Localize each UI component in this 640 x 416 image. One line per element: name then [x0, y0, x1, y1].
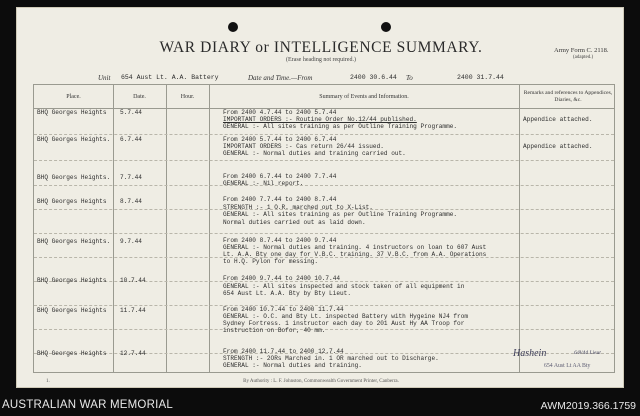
entry-line: Sydney Fortress. 1 instructor each day to 201 Aust Hy AA Troop for — [223, 320, 465, 327]
entry-line: STRENGTH :- 2ORs Marched in. 1 OR marched out to Discharge. — [223, 355, 439, 362]
entry-remarks: Appendice attached. — [523, 143, 593, 150]
to-value: 2400 31.7.44 — [457, 74, 504, 81]
entry-line: From 2400 8.7.44 to 2400 9.7.44 — [223, 237, 337, 244]
entry-line: From 2400 5.7.44 to 2400 6.7.44 — [223, 136, 337, 143]
entry-line: IMPORTANT ORDERS :- Cas return 26/44 issued. — [223, 143, 384, 150]
entry-line: GENERAL :- Normal duties and training. 4 instructors on loan to 607 Aust — [223, 244, 487, 251]
army-form-adapted: (adapted.) — [573, 55, 594, 60]
entry-line: From 2400 7.7.44 to 2400 8.7.44 — [223, 196, 337, 203]
datetime-label: Date and Time.—From — [248, 74, 313, 82]
entry-date: 10.7.44 — [120, 277, 146, 284]
entry-line: From 2400 6.7.44 to 2400 7.7.44 — [223, 173, 337, 180]
army-form-number: Army Form C. 2118. — [554, 47, 609, 54]
form-title: WAR DIARY or INTELLIGENCE SUMMARY. — [159, 39, 483, 56]
entry-date: 12.7.44 — [120, 350, 146, 357]
row-divider — [34, 134, 614, 135]
entry-date: 5.7.44 — [120, 109, 142, 116]
entry-place: BHQ Georges Heights — [37, 109, 107, 116]
entry-place: BHQ Georges Heights — [37, 277, 107, 284]
punch-hole-left — [228, 22, 238, 32]
archive-reference: AWM2019.366.1759 — [540, 400, 636, 412]
form-subtitle: (Erase heading not required.) — [286, 57, 356, 63]
entry-line: GENERAL :- Normal duties and training. — [223, 362, 362, 369]
unit-label: Unit — [98, 74, 111, 82]
row-divider — [34, 160, 614, 161]
entry-line: 654 Aust Lt. A.A. Bty by Bty Lieut. — [223, 290, 351, 297]
entry-place: BHQ Georges Heights. — [37, 136, 111, 143]
entry-line: GENERAL :- All sites training as per Outline Training Programme. — [223, 123, 458, 130]
column-header-remarks: Remarks and references to Appendices, Diaries, &c. — [523, 90, 613, 103]
entry-place: BHQ Georges Heights. — [37, 238, 111, 245]
entry-line: From 2400 9.7.44 to 2400 10.7.44 — [223, 275, 341, 282]
entry-line: GENERAL :- All sites training as per Outline Training Programme. — [223, 211, 458, 218]
row-divider — [34, 233, 614, 234]
diary-sheet — [16, 7, 624, 388]
to-label: To — [406, 74, 413, 82]
entry-line: From 2400 4.7.44 to 2400 5.7.44 — [223, 109, 337, 116]
column-header-summary: Summary of Events and Information. — [319, 94, 409, 100]
entry-line: GENERAL :- Normal duties and training carried out. — [223, 150, 406, 157]
entry-line: STRENGTH :- 1 O.R. marched out to X-List. — [223, 204, 373, 211]
signature-unit-stamp: 654 Aust Lt AA Bty — [544, 363, 591, 369]
entry-line: GENERAL :- All sites inspected and stock taken of all equipment in — [223, 283, 465, 290]
diary-table — [33, 84, 615, 373]
page-number: 1. — [46, 379, 50, 384]
archive-watermark: AUSTRALIAN WAR MEMORIAL — [2, 399, 173, 411]
unit-value: 654 Aust Lt. A.A. Battery — [121, 74, 219, 81]
entry-remarks: Appendice attached. — [523, 116, 593, 123]
entry-line: Lt. A.A. Bty one day for V.B.C. training. 37 V.B.C. from A.A. Operations — [223, 251, 487, 258]
signature-date: 6/8/44 Lieut — [574, 350, 601, 356]
entry-line: From 2400 11.7.44 to 2400 12.7.44 — [223, 348, 344, 355]
entry-date: 11.7.44 — [120, 307, 146, 314]
column-header-hour: Hour. — [180, 94, 195, 100]
column-header-date: Date. — [133, 94, 146, 100]
entry-line: to H.Q. Pylon for messing. — [223, 258, 319, 265]
row-divider — [34, 185, 614, 186]
entry-line: GENERAL :- Nil report. — [223, 180, 304, 187]
entry-line: IMPORTANT ORDERS :- Routine Order No.12/44 published. — [223, 116, 417, 123]
entry-date: 7.7.44 — [120, 174, 142, 181]
officer-signature: Hashein — [513, 348, 547, 359]
entry-place: BHQ Georges Heights. — [37, 174, 111, 181]
entry-line: instruction on Bofor, 40 mm. — [223, 327, 326, 334]
from-value: 2400 30.6.44 — [350, 74, 397, 81]
entry-place: BHQ Georges Heights — [37, 307, 107, 314]
punch-hole-right — [381, 22, 391, 32]
entry-date: 6.7.44 — [120, 136, 142, 143]
entry-place: BHQ Georges Heights — [37, 198, 107, 205]
entry-line: From 2400 10.7.44 to 2400 11.7.44 — [223, 306, 344, 313]
entry-date: 8.7.44 — [120, 198, 142, 205]
column-header-place: Place. — [66, 94, 81, 100]
entry-place: BHQ Georges Heights — [37, 350, 107, 357]
entry-date: 9.7.44 — [120, 238, 142, 245]
printer-footer: By Authority : L. F. Johnston, Commonwealth Government Printer, Canberra. — [243, 379, 399, 384]
entry-line: Normal duties carried out as laid down. — [223, 219, 366, 226]
entry-line: GENERAL :- O.C. and Bty Lt. inspected Battery with Hygeine NJ4 from — [223, 313, 469, 320]
